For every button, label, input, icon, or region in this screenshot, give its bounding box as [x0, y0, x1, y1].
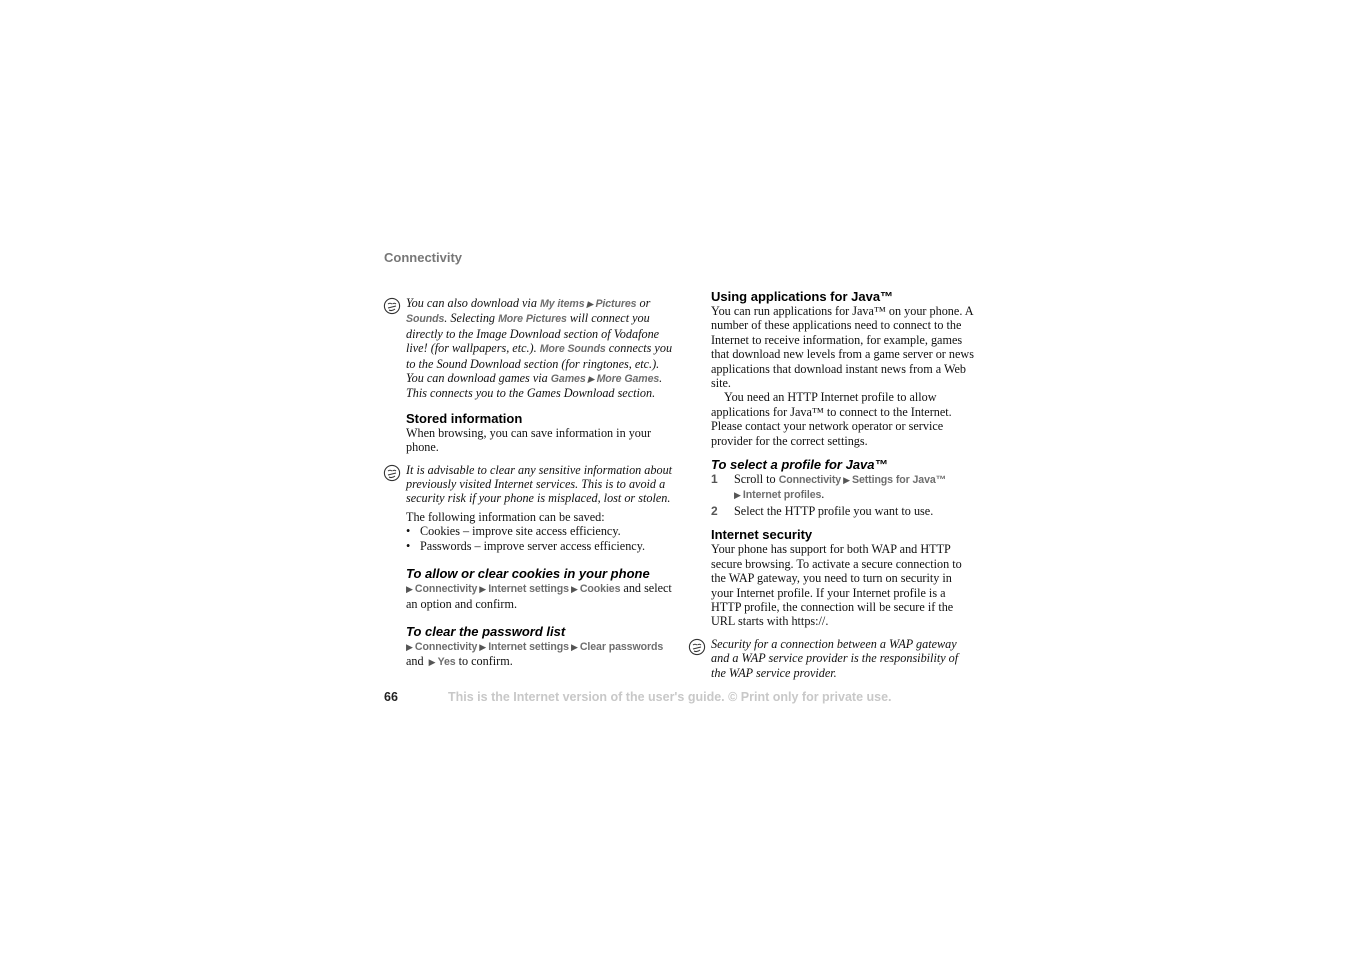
tip-note-downloads — [406, 296, 674, 401]
note-text: will connect you directly to the Image Download section of Vodafone live! (for wallpapers, etc.). — [406, 311, 660, 356]
menu-arrow-icon: ▶ — [586, 299, 594, 309]
left-column — [406, 290, 674, 670]
heading-password-list: To clear the password list — [406, 623, 566, 639]
menu-item: More Games — [596, 373, 660, 386]
step-text: Select the HTTP profile you want to use. — [734, 503, 934, 518]
footer-notice: This is the Internet version of the user's guide. © Print only for private use. — [448, 690, 892, 704]
step-1 — [711, 472, 975, 503]
menu-item: Settings for Java™ — [851, 474, 947, 487]
menu-item: Cookies — [579, 583, 621, 596]
menu-item: Clear passwords — [579, 640, 664, 653]
menu-arrow-icon: ▶ — [479, 584, 487, 595]
menu-item: Sounds — [406, 313, 445, 326]
heading-select-profile: To select a profile for Java™ — [711, 457, 888, 473]
menu-arrow-icon: ▶ — [587, 374, 595, 385]
list-item: • Passwords – improve server access efficiency. — [406, 539, 674, 553]
step-number: 1 — [711, 472, 718, 487]
java-paragraph-1: You can run applications for Java™ on your phone. A number of these applications need to connect to the Internet to receive information, for example, games that download new levels from a game server or news applications that download instant news from a Web site. — [711, 304, 974, 391]
cookies-instructions — [406, 581, 674, 611]
note-text: You can also download via — [406, 296, 540, 310]
menu-arrow-icon: ▶ — [570, 641, 578, 652]
note-icon — [688, 638, 706, 656]
step-number: 2 — [711, 503, 718, 518]
step-2 — [711, 504, 975, 518]
saved-intro: The following information can be saved: — [406, 509, 605, 524]
heading-stored-information: Stored information — [406, 410, 523, 426]
heading-internet-security: Internet security — [711, 527, 813, 543]
menu-arrow-icon: ▶ — [570, 584, 578, 595]
tip-note-sensitive — [406, 463, 674, 506]
stored-information-text: When browsing, you can save information in your phone. — [406, 425, 652, 455]
note-text: . This connects you to the Games Download section. — [406, 371, 663, 401]
note-icon — [383, 464, 401, 482]
menu-item: Connectivity — [778, 474, 842, 487]
menu-arrow-icon: ▶ — [406, 641, 413, 652]
list-item: • Cookies – improve site access efficiency. — [406, 524, 674, 538]
page-number: 66 — [384, 690, 398, 704]
step-text: . — [821, 487, 825, 502]
password-instructions — [406, 639, 674, 670]
menu-arrow-icon: ▶ — [406, 584, 413, 595]
right-column — [711, 290, 975, 680]
note-text: . Selecting — [444, 311, 499, 326]
menu-item: Connectivity — [414, 583, 478, 596]
menu-item: Games — [550, 373, 586, 386]
java-paragraph-2: You need an HTTP Internet profile to allow applications for Java™ to connect to the Internet. Please contact your network operator or service provider for the correct settings. — [711, 390, 952, 448]
instruction-text: and — [406, 654, 427, 669]
note-text: or — [636, 296, 651, 310]
instruction-text: and select an option and confirm. — [406, 581, 672, 611]
menu-item: Connectivity — [414, 640, 478, 653]
note-text: It is advisable to clear any sensitive information about previously visited Internet services. This is to avoid a security risk if your phone is misplaced, lost or stolen. — [406, 462, 673, 506]
menu-item: More Pictures — [498, 313, 567, 326]
note-text: connects you to the Sound Download section (for ringtones, etc.). You can download games via — [406, 341, 673, 386]
menu-arrow-icon: ▶ — [428, 657, 436, 668]
menu-arrow-icon: ▶ — [479, 641, 487, 652]
menu-arrow-icon: ▶ — [734, 490, 741, 501]
note-text: Security for a connection between a WAP gateway and a WAP service provider is the responsibility of the WAP service provider. — [711, 636, 959, 680]
heading-cookies: To allow or clear cookies in your phone — [406, 566, 650, 582]
note-icon — [383, 297, 401, 315]
step-text: Scroll to — [734, 472, 779, 487]
menu-item: Internet profiles — [742, 489, 822, 502]
menu-item: My items — [539, 298, 585, 310]
tip-note-security — [711, 637, 975, 680]
instruction-text: to confirm. — [455, 654, 513, 669]
menu-arrow-icon: ▶ — [843, 475, 850, 486]
menu-item: Internet settings — [488, 583, 569, 596]
menu-item: Internet settings — [488, 640, 569, 653]
section-title: Connectivity — [384, 250, 463, 265]
heading-java-apps: Using applications for Java™ — [711, 289, 894, 304]
menu-item: More Sounds — [539, 343, 606, 356]
internet-security-text: Your phone has support for both WAP and HTTP secure browsing. To activate a secure connection to the WAP gateway, you need to turn on security in your Internet profile. If your Internet profile is a HTTP profile, the connection will be secure if the URL starts with https://. — [711, 542, 962, 629]
menu-item: Yes — [437, 656, 456, 669]
menu-item: Pictures — [595, 298, 637, 310]
saved-info-list — [406, 524, 674, 553]
